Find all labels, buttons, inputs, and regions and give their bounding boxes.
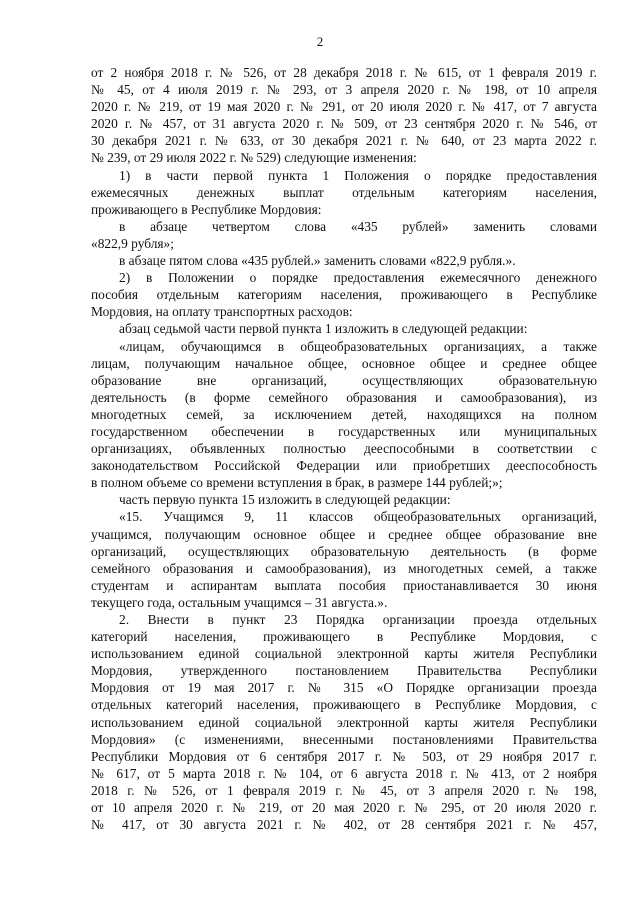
text-line: пособия отдельным категориям населения, проживающего в Республике (91, 287, 597, 303)
document-body (91, 64, 597, 833)
text-line: Мордовия, утвержденного постановлением Правительства Республики (91, 663, 597, 679)
text-line: семейного образования и самообразования), из многодетных семей, а также (91, 560, 597, 576)
text-line: организациях, объявленных полностью дееспособными в соответствии с (91, 441, 597, 457)
text-line: отдельных категорий населения, проживающего в Республике Мордовия, с (91, 697, 597, 713)
text-line: организаций, осуществляющих образовательную деятельность (в форме (91, 543, 597, 559)
text-line: 2) в Положении о порядке предоставления ежемесячного денежного (119, 270, 597, 286)
text-line: 2020 г. № 219, от 19 мая 2020 г. № 291, от 20 июля 2020 г. № 417, от 7 августа (91, 99, 597, 115)
text-line: № 239, от 29 июля 2022 г. № 529) следующие изменения: (91, 150, 417, 166)
text-line: многодетных семей, за исключением детей, находящихся на полном (91, 406, 597, 422)
text-line: деятельность (в форме семейного образования и самообразования), из (91, 389, 597, 405)
text-line: абзац седьмой части первой пункта 1 изложить в следующей редакции: (119, 321, 528, 337)
text-line: 2018 г. № 526, от 1 февраля 2019 г. № 45, от 3 апреля 2020 г. № 198, (91, 782, 597, 798)
text-line: студентам и аспирантам выплата пособия приостанавливается 30 июня (91, 577, 597, 593)
text-line: государственном обеспечении в государственных или муниципальных (91, 423, 597, 439)
text-line: законодательством Российской Федерации или приобретших дееспособность (91, 458, 597, 474)
text-line: в абзаце четвертом слова «435 рублей» заменить словами (119, 218, 597, 234)
text-line: № 417, от 30 августа 2021 г. № 402, от 28 сентября 2021 г. № 457, (91, 817, 597, 833)
text-line: проживающего в Республике Мордовия: (91, 201, 322, 217)
text-line: Мордовия, на оплату транспортных расходов: (91, 304, 353, 320)
text-line: учащимся, получающим основное общее и среднее общее образование вне (91, 526, 597, 542)
text-line: в абзаце пятом слова «435 рублей.» заменить словами «822,9 рубля.». (119, 253, 516, 269)
text-line: использованием единой социальной электронной карты жителя Республики (91, 714, 597, 730)
text-line: № 45, от 4 июля 2019 г. № 293, от 3 апреля 2020 г. № 198, от 10 апреля (91, 82, 597, 98)
text-line: Республики Мордовия от 6 сентября 2017 г. № 503, от 29 ноября 2017 г. (91, 748, 597, 764)
text-line: «15. Учащимся 9, 11 классов общеобразовательных организаций, (119, 509, 597, 525)
text-line: категорий населения, проживающего в Республике Мордовия, с (91, 629, 597, 645)
text-line: образование вне организаций, осуществляющих образовательную (91, 372, 597, 388)
text-line: от 2 ноября 2018 г. № 526, от 28 декабря 2018 г. № 615, от 1 февраля 2019 г. (91, 65, 597, 80)
text-line: 2020 г. № 457, от 31 августа 2020 г. № 509, от 23 сентября 2020 г. № 546, от (91, 116, 597, 132)
text-line: Мордовия от 19 мая 2017 г. № 315 «О Порядке организации проезда (91, 680, 597, 696)
text-line: 30 декабря 2021 г. № 633, от 30 декабря 2021 г. № 640, от 23 марта 2022 г. (91, 133, 597, 149)
text-line: Мордовия» (с изменениями, внесенными постановлениями Правительства (91, 731, 597, 747)
text-line: использованием единой социальной электронной карты жителя Республики (91, 646, 597, 662)
text-line: часть первую пункта 15 изложить в следующей редакции: (119, 492, 451, 508)
text-line: 2. Внести в пункт 23 Порядка организации проезда отдельных (119, 612, 597, 627)
text-line: текущего года, остальным учащимся – 31 августа.». (91, 594, 388, 610)
text-line: ежемесячных денежных выплат отдельным категориям населения, (91, 184, 597, 200)
text-line: лицам, получающим начальное общее, основное общее и среднее общее (91, 355, 597, 371)
text-line: «822,9 рубля»; (91, 235, 174, 251)
text-line: № 617, от 5 марта 2018 г. № 104, от 6 августа 2018 г. № 413, от 2 ноября (91, 765, 597, 781)
text-line: в полном объеме со времени вступления в брак, в размере 144 рублей;»; (91, 475, 503, 491)
text-line: 1) в части первой пункта 1 Положения о порядке предоставления (119, 167, 597, 183)
text-line: от 10 апреля 2020 г. № 219, от 20 мая 2020 г. № 295, от 20 июля 2020 г. (91, 800, 597, 816)
page-number: 2 (316, 34, 324, 49)
text-line: «лицам, обучающимся в общеобразовательных организациях, а также (119, 338, 597, 354)
